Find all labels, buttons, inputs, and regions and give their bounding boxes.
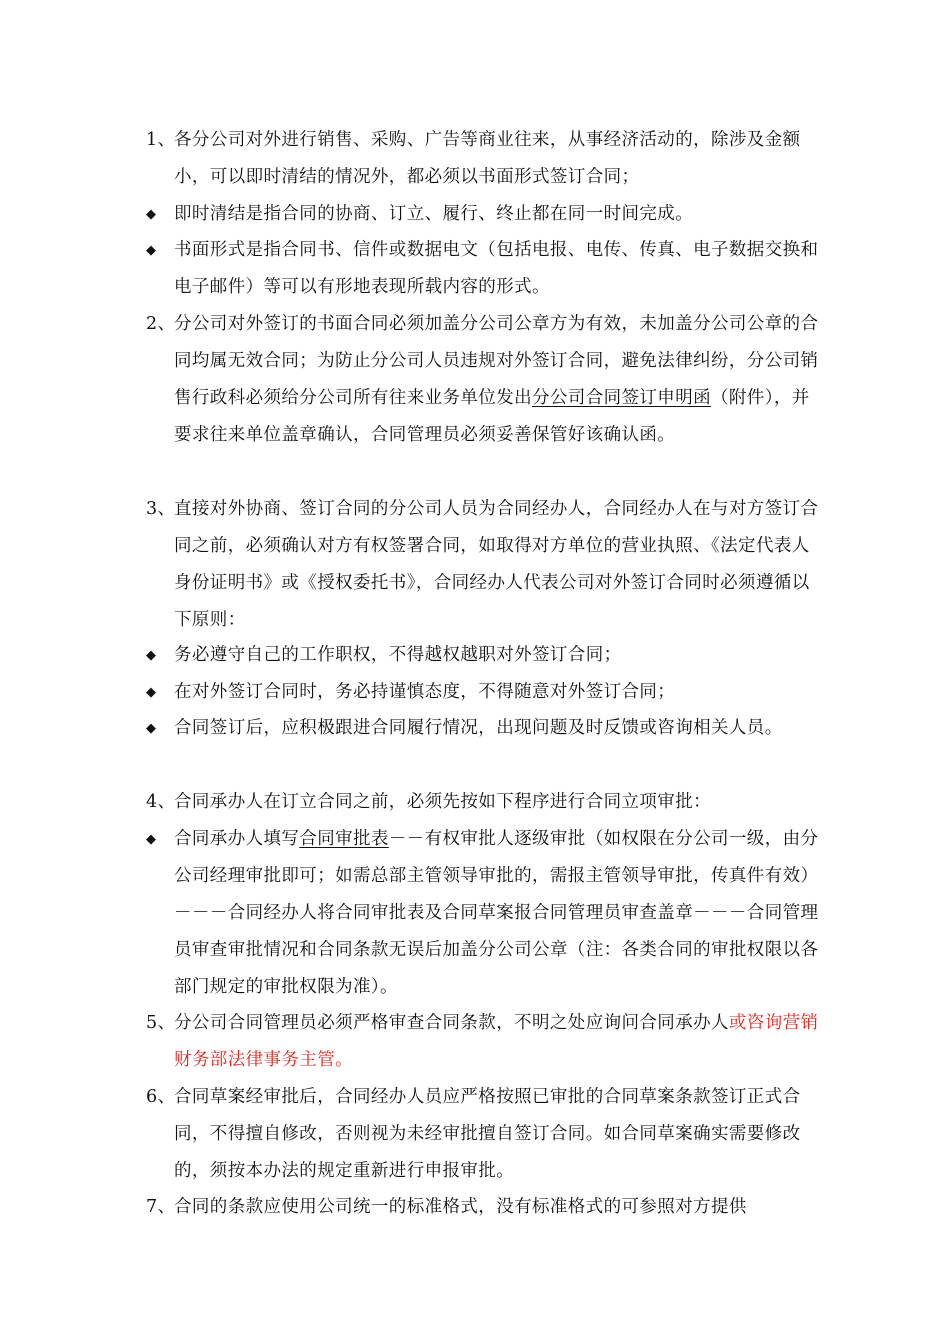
bullet-text-part: －－有权审批人逐级审批（如权限在分公司一级，由分公司经理审批即可；如需总部主管领导审批的，需报主管领导审批，传真件有效）－－－合同经办人将合同审批表及合同草案报合同管理员审查盖章－－－合同管理员审查审批情况和合同条款无误后加盖分公司公章（注：各类合同的审批权限以各部门规定的审批权限为准）。 (174, 829, 819, 997)
bullet-text: 合同签订后，应积极跟进合同履行情况，出现问题及时反馈或咨询相关人员。 (174, 718, 783, 738)
clause-number: 6、 (146, 1087, 176, 1107)
clause-text (146, 306, 826, 454)
bullet-written-form (146, 232, 826, 306)
bullet-text: 即时清结是指合同的协商、订立、履行、终止都在同一时间完成。 (174, 204, 694, 224)
clause-number: 4、 (146, 792, 176, 812)
diamond-bullet-icon: ◆ (146, 721, 157, 736)
clause-number: 7、 (146, 1197, 176, 1217)
highlighted-text: 或咨询营销财务部法律事务主管。 (174, 1013, 819, 1070)
clause-text (146, 1005, 826, 1079)
clause-6 (146, 1079, 826, 1190)
bullet-follow-up (146, 710, 826, 747)
clause-text-part: 分公司合同管理员必须严格审查合同条款，不明之处应询问合同承办人 (174, 1013, 729, 1033)
clause-number: 3、 (146, 499, 176, 519)
bullet-approval-process (146, 821, 826, 1006)
bullet-text: 务必遵守自己的工作职权，不得越权越职对外签订合同； (174, 645, 622, 665)
clause-4 (146, 784, 826, 821)
approval-form-link[interactable]: 合同审批表 (299, 829, 389, 849)
clause-text: 合同草案经审批后，合同经办人员应严格按照已审批的合同草案条款签订正式合同，不得擅自修改，否则视为未经审批擅自签订合同。如合同草案确实需要修改的，须按本办法的规定重新进行申报审批。 (174, 1087, 801, 1181)
clause-3 (146, 491, 826, 639)
bullet-text: 书面形式是指合同书、信件或数据电文（包括电报、电传、传真、电子数据交换和电子邮件）等可以有形地表现所载内容的形式。 (174, 240, 819, 297)
diamond-bullet-icon: ◆ (146, 685, 157, 700)
clause-7 (146, 1189, 826, 1226)
bullet-text-part: 合同承办人填写 (174, 829, 300, 849)
diamond-bullet-icon: ◆ (146, 243, 157, 258)
clause-number: 2、 (146, 314, 176, 334)
diamond-bullet-icon: ◆ (146, 648, 157, 663)
bullet-authority (146, 637, 826, 674)
diamond-bullet-icon: ◆ (146, 207, 157, 222)
clause-text-part: （附件），并要求往来单位盖章确认，合同管理员必须妥善保管好该确认函。 (174, 388, 810, 445)
clause-text: 各分公司对外进行销售、采购、广告等商业往来，从事经济活动的，除涉及金额小，可以即时清结的情况外，都必须以书面形式签订合同； (174, 130, 801, 187)
declaration-letter-link[interactable]: 分公司合同签订申明函 (532, 388, 711, 408)
diamond-bullet-icon: ◆ (146, 832, 157, 847)
clause-text: 直接对外协商、签订合同的分公司人员为合同经办人，合同经办人在与对方签订合同之前，必须确认对方有权签署合同，如取得对方单位的营业执照、《法定代表人身份证明书》或《授权委托书》，合同经办人代表公司对外签订合同时必须遵循以下原则： (174, 499, 819, 630)
clause-5 (146, 1005, 826, 1079)
clause-number: 1、 (146, 130, 176, 150)
bullet-instant-settlement (146, 196, 826, 233)
clause-text: 合同承办人在订立合同之前，必须先按如下程序进行合同立项审批： (174, 792, 711, 812)
bullet-text (146, 821, 826, 1006)
clause-text: 合同的条款应使用公司统一的标准格式，没有标准格式的可参照对方提供 (174, 1197, 747, 1217)
clause-2 (146, 306, 826, 454)
bullet-prudence (146, 674, 826, 711)
bullet-text: 在对外签订合同时，务必持谨慎态度，不得随意对外签订合同； (174, 682, 676, 702)
clause-1 (146, 122, 826, 196)
clause-number: 5、 (146, 1013, 176, 1033)
clause-text-part: 分公司对外签订的书面合同必须加盖分公司公章方为有效，未加盖分公司公章的合同均属无效合同；为防止分公司人员违规对外签订合同，避免法律纠纷，分公司销售行政科必须给分公司所有往来业务单位发出 (174, 314, 819, 408)
